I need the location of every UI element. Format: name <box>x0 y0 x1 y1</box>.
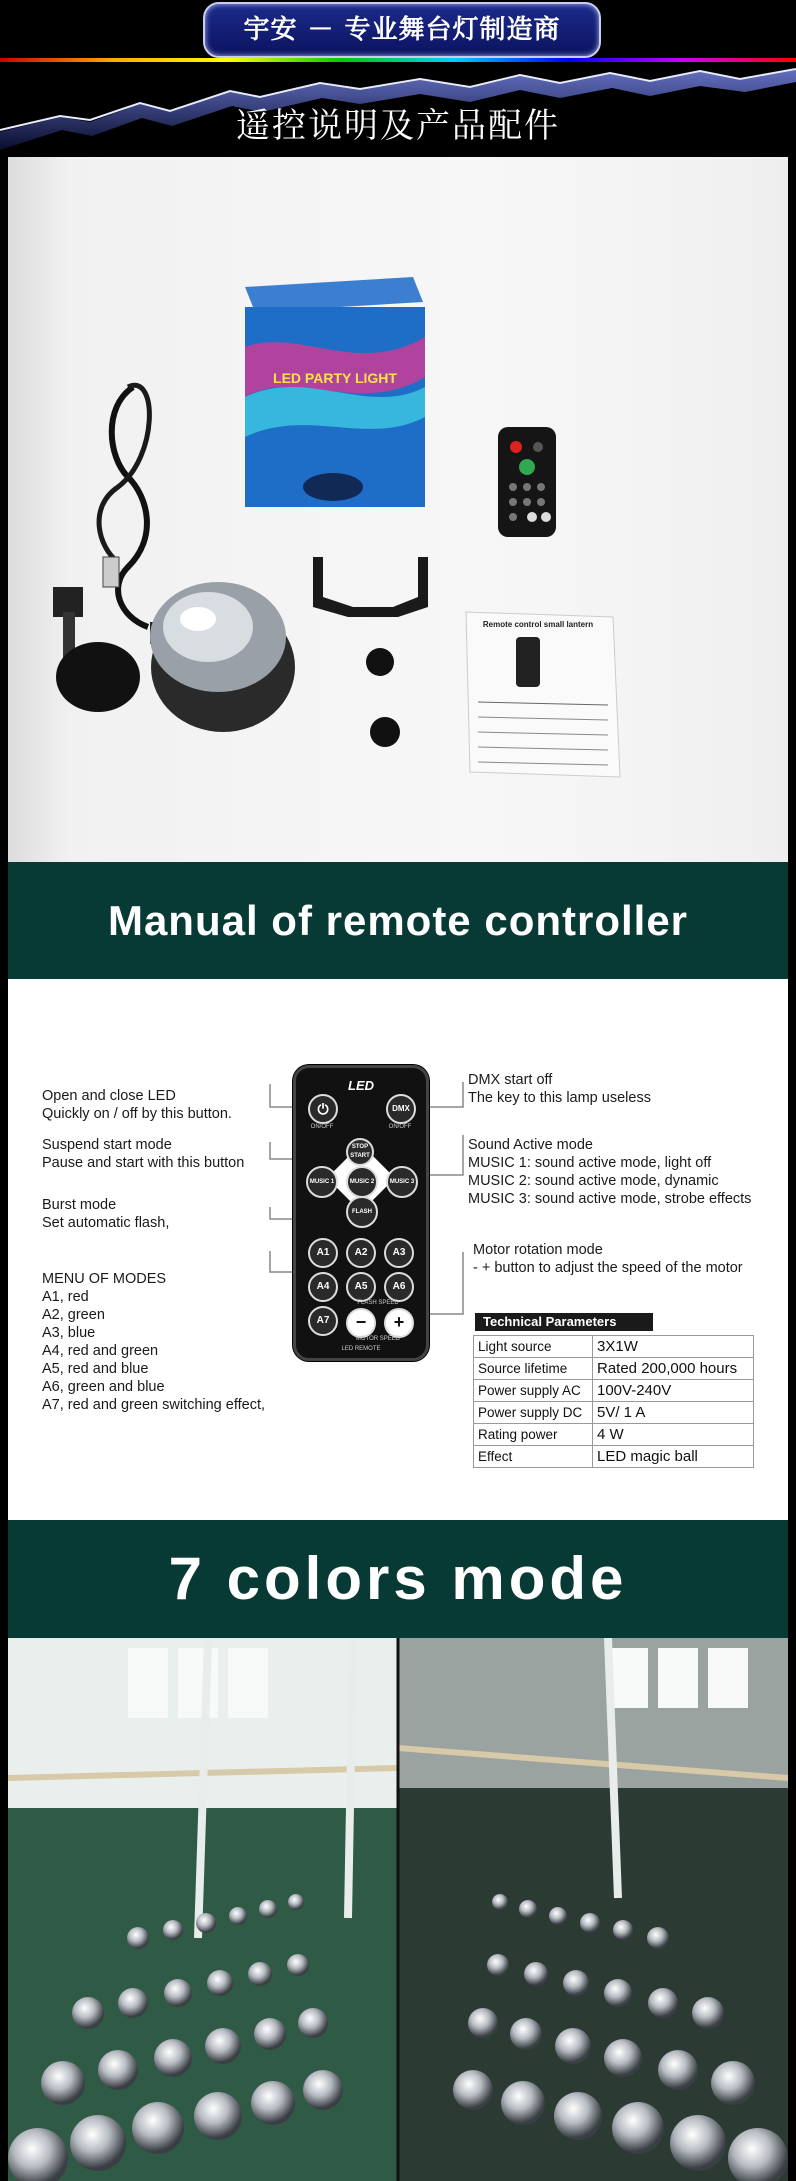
table-row <box>474 1336 754 1358</box>
product-box <box>245 277 425 507</box>
param-value: 5V/ 1 A <box>593 1402 754 1424</box>
onoff-note <box>42 1087 232 1123</box>
onoff-note-title: Open and close LED <box>42 1088 176 1104</box>
remote-diagram <box>8 979 788 1520</box>
param-value: 100V-240V <box>593 1380 754 1402</box>
a1-button[interactable]: A1 <box>308 1238 338 1268</box>
suspend-note-desc: Pause and start with this button <box>42 1155 245 1171</box>
param-key: Source lifetime <box>474 1358 593 1380</box>
param-value: LED magic ball <box>593 1446 754 1468</box>
onoff-note-desc: Quickly on / off by this button. <box>42 1106 232 1122</box>
param-key: Light source <box>474 1336 593 1358</box>
param-key: Power supply AC <box>474 1380 593 1402</box>
usb-cable <box>112 387 148 627</box>
burst-note <box>42 1196 169 1232</box>
motor-note <box>473 1241 743 1277</box>
param-key: Rating power <box>474 1424 593 1446</box>
dmx-note-desc: The key to this lamp useless <box>468 1090 651 1106</box>
table-row <box>474 1446 754 1468</box>
knob-screws <box>366 648 400 747</box>
a5-button[interactable]: A5 <box>346 1272 376 1302</box>
suspend-note-title: Suspend start mode <box>42 1137 172 1153</box>
menu-of-modes <box>42 1270 265 1414</box>
menu-item: A5, red and blue <box>42 1361 149 1377</box>
table-row <box>474 1424 754 1446</box>
table-row <box>474 1358 754 1380</box>
param-key: Effect <box>474 1446 593 1468</box>
suction-mount <box>53 587 140 712</box>
box-label: LED PARTY LIGHT <box>273 370 397 386</box>
brand-title: 宇安 － 专业舞台灯制造商 <box>203 2 601 58</box>
a6-button[interactable]: A6 <box>384 1272 414 1302</box>
dmx-note <box>468 1071 651 1107</box>
motor-note-title: Motor rotation mode <box>473 1242 603 1258</box>
disco-ball <box>150 582 295 732</box>
param-value: 4 W <box>593 1424 754 1446</box>
page-header <box>0 0 796 155</box>
music2-button[interactable]: MUSIC 2 <box>346 1166 378 1198</box>
remote-logo: LED <box>348 1078 374 1093</box>
sound-note <box>468 1136 751 1208</box>
product-accessories-photo <box>8 157 788 862</box>
burst-note-desc: Set automatic flash, <box>42 1215 170 1231</box>
menu-item: A1, red <box>42 1289 89 1305</box>
sound-note-music3: MUSIC 3: sound active mode, strobe effects <box>468 1191 752 1207</box>
dmx-onoff-label: ON/OFF <box>388 1124 412 1130</box>
dmx-note-title: DMX start off <box>468 1072 553 1088</box>
param-key: Power supply DC <box>474 1402 593 1424</box>
technical-parameters-title: Technical Parameters <box>475 1313 653 1331</box>
menu-item: A7, red and green switching effect, <box>42 1397 266 1413</box>
stop-label: STOP <box>351 1144 369 1150</box>
menu-item: A2, green <box>42 1307 105 1323</box>
motor-note-desc: - + button to adjust the speed of the motor <box>473 1260 743 1276</box>
minus-button[interactable]: − <box>346 1308 376 1338</box>
music3-button[interactable]: MUSIC 3 <box>386 1166 418 1198</box>
menu-item: A6, green and blue <box>42 1379 165 1395</box>
motor-speed-label: MOTOR SPEED <box>355 1336 401 1342</box>
factory-warehouse-photo <box>8 1638 788 2181</box>
param-value: Rated 200,000 hours <box>593 1358 754 1380</box>
dmx-button[interactable]: DMX <box>386 1094 416 1124</box>
accessories-illustration <box>8 157 788 862</box>
flash-speed-label: FLASH SPEED <box>357 1300 399 1306</box>
suspend-note <box>42 1136 244 1172</box>
instruction-manual <box>466 612 620 777</box>
table-row <box>474 1402 754 1424</box>
section-title: 遥控说明及产品配件 <box>236 106 560 146</box>
menu-item: A3, blue <box>42 1325 96 1341</box>
flash-button[interactable]: FLASH <box>346 1196 378 1228</box>
sound-note-music1: MUSIC 1: sound active mode, light off <box>468 1155 712 1171</box>
rainbow-line <box>0 58 796 62</box>
manual-title: Remote control small lantern <box>482 620 594 629</box>
remote-control <box>293 1065 429 1361</box>
remote-control-photo <box>498 427 556 537</box>
manual-banner: Manual of remote controller <box>8 862 788 979</box>
a2-button[interactable]: A2 <box>346 1238 376 1268</box>
sound-note-music2: MUSIC 2: sound active mode, dynamic <box>468 1173 719 1189</box>
technical-parameters-table <box>473 1335 754 1468</box>
remote-footer: LED REMOTE <box>341 1346 381 1352</box>
a3-button[interactable]: A3 <box>384 1238 414 1268</box>
a7-button[interactable]: A7 <box>308 1306 338 1336</box>
onoff-label: ON/OFF <box>310 1124 334 1130</box>
usb-plug <box>103 557 119 587</box>
plus-button[interactable]: + <box>384 1308 414 1338</box>
power-button[interactable]: ⏻ <box>308 1094 338 1124</box>
mounting-bracket <box>313 557 428 617</box>
menu-title: MENU OF MODES <box>42 1271 167 1287</box>
music1-button[interactable]: MUSIC 1 <box>306 1166 338 1198</box>
start-label: START <box>350 1153 370 1159</box>
sound-note-title: Sound Active mode <box>468 1137 593 1153</box>
a4-button[interactable]: A4 <box>308 1272 338 1302</box>
table-row <box>474 1380 754 1402</box>
param-value: 3X1W <box>593 1336 754 1358</box>
colors-mode-banner: 7 colors mode <box>8 1520 788 1638</box>
menu-item: A4, red and green <box>42 1343 159 1359</box>
burst-note-title: Burst mode <box>42 1197 117 1213</box>
warehouse-illustration <box>8 1638 788 2181</box>
stop-start-button[interactable] <box>346 1138 374 1166</box>
